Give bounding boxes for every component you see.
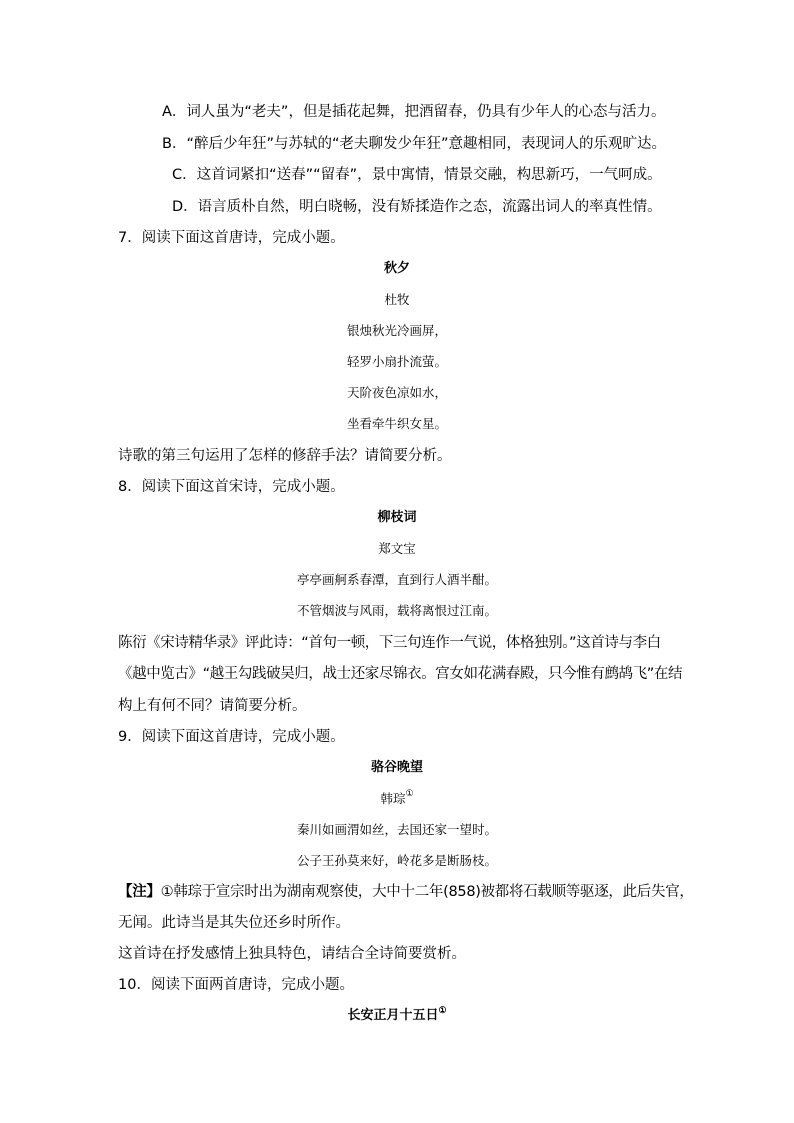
- option-d: D．语言质朴自然，明白晓畅，没有矫揉造作之态，流露出词人的率真性情。: [172, 199, 662, 215]
- q9-author-footnote-mark: ①: [405, 789, 414, 799]
- q8-intro: 8．阅读下面这首宋诗，完成小题。: [118, 479, 345, 495]
- q9-note-text-1: 韩琮于宣宗时出为湖南观察使，大中十二年(858)被都将石载顺等驱逐，此后失官，: [173, 884, 694, 900]
- option-a: A．词人虽为“老夫”，但是插花起舞，把酒留春，仍具有少年人的心态与活力。: [162, 104, 666, 120]
- q8-poem-title: 柳枝词: [377, 510, 417, 525]
- q9-note-line-2: 无闻。此诗当是其失位还乡时所作。: [118, 915, 350, 931]
- q7-poem-line-4: 坐看牵牛织女星。: [346, 416, 447, 431]
- q8-question-line-2: 《越中览古》“越王勾践破吴归，战士还家尽锦衣。宫女如花满春殿，只今惟有鹧鸪飞”在结: [118, 666, 683, 682]
- q9-note-mark: ①: [160, 884, 174, 900]
- q7-poem-author: 杜牧: [384, 292, 410, 307]
- q8-poem-line-1: 亭亭画舸系春潭，直到行人酒半酣。: [296, 572, 497, 587]
- q9-poem-line-1: 秦川如画渭如丝，去国还家一望时。: [296, 822, 497, 837]
- q9-question: 这首诗在抒发感情上独具特色，请结合全诗简要赏析。: [118, 946, 466, 962]
- q8-question-line-3: 构上有何不同？请简要分析。: [118, 698, 307, 714]
- q10-poem-title: [0, 1006, 794, 1026]
- q9-poem-title: 骆谷晚望: [370, 760, 423, 775]
- q7-question: 诗歌的第三句运用了怎样的修辞手法？请简要分析。: [118, 448, 452, 464]
- q10-intro: 10．阅读下面两首唐诗，完成小题。: [118, 977, 354, 993]
- q9-intro: 9．阅读下面这首唐诗，完成小题。: [118, 729, 345, 745]
- q9-poem-author: [0, 789, 794, 809]
- option-b: B．“醉后少年狂”与苏轼的“老夫聊发少年狂”意趣相同，表现词人的乐观旷达。: [162, 136, 666, 152]
- q7-intro: 7．阅读下面这首唐诗，完成小题。: [118, 230, 345, 246]
- q7-poem-line-2: 轻罗小扇扑流萤。: [346, 354, 447, 369]
- q8-poem-author: 郑文宝: [378, 541, 416, 556]
- q8-question-line-1: 陈衍《宋诗精华录》评此诗：“首句一顿，下三句连作一气说，体格独别。”这首诗与李白: [118, 635, 661, 651]
- q9-note-label: 【注】: [118, 884, 161, 900]
- q7-poem-title: 秋夕: [383, 261, 410, 276]
- q9-poem-line-2: 公子王孙莫来好，岭花多是断肠枝。: [296, 853, 497, 868]
- q9-note-line-1: [118, 882, 694, 902]
- q7-poem-line-1: 银烛秋光冷画屏，: [346, 323, 447, 338]
- q8-poem-line-2: 不管烟波与风雨，载将离恨过江南。: [296, 603, 497, 618]
- q10-title-footnote-mark: ①: [438, 1006, 447, 1016]
- option-c: C．这首词紧扣“送春”“留春”，景中寓情，情景交融，构思新巧，一气呵成。: [172, 167, 662, 183]
- q9-author-name: 韩琮: [380, 791, 406, 806]
- q10-title-text: 长安正月十五日: [347, 1008, 439, 1023]
- q7-poem-line-3: 天阶夜色凉如水，: [346, 385, 447, 400]
